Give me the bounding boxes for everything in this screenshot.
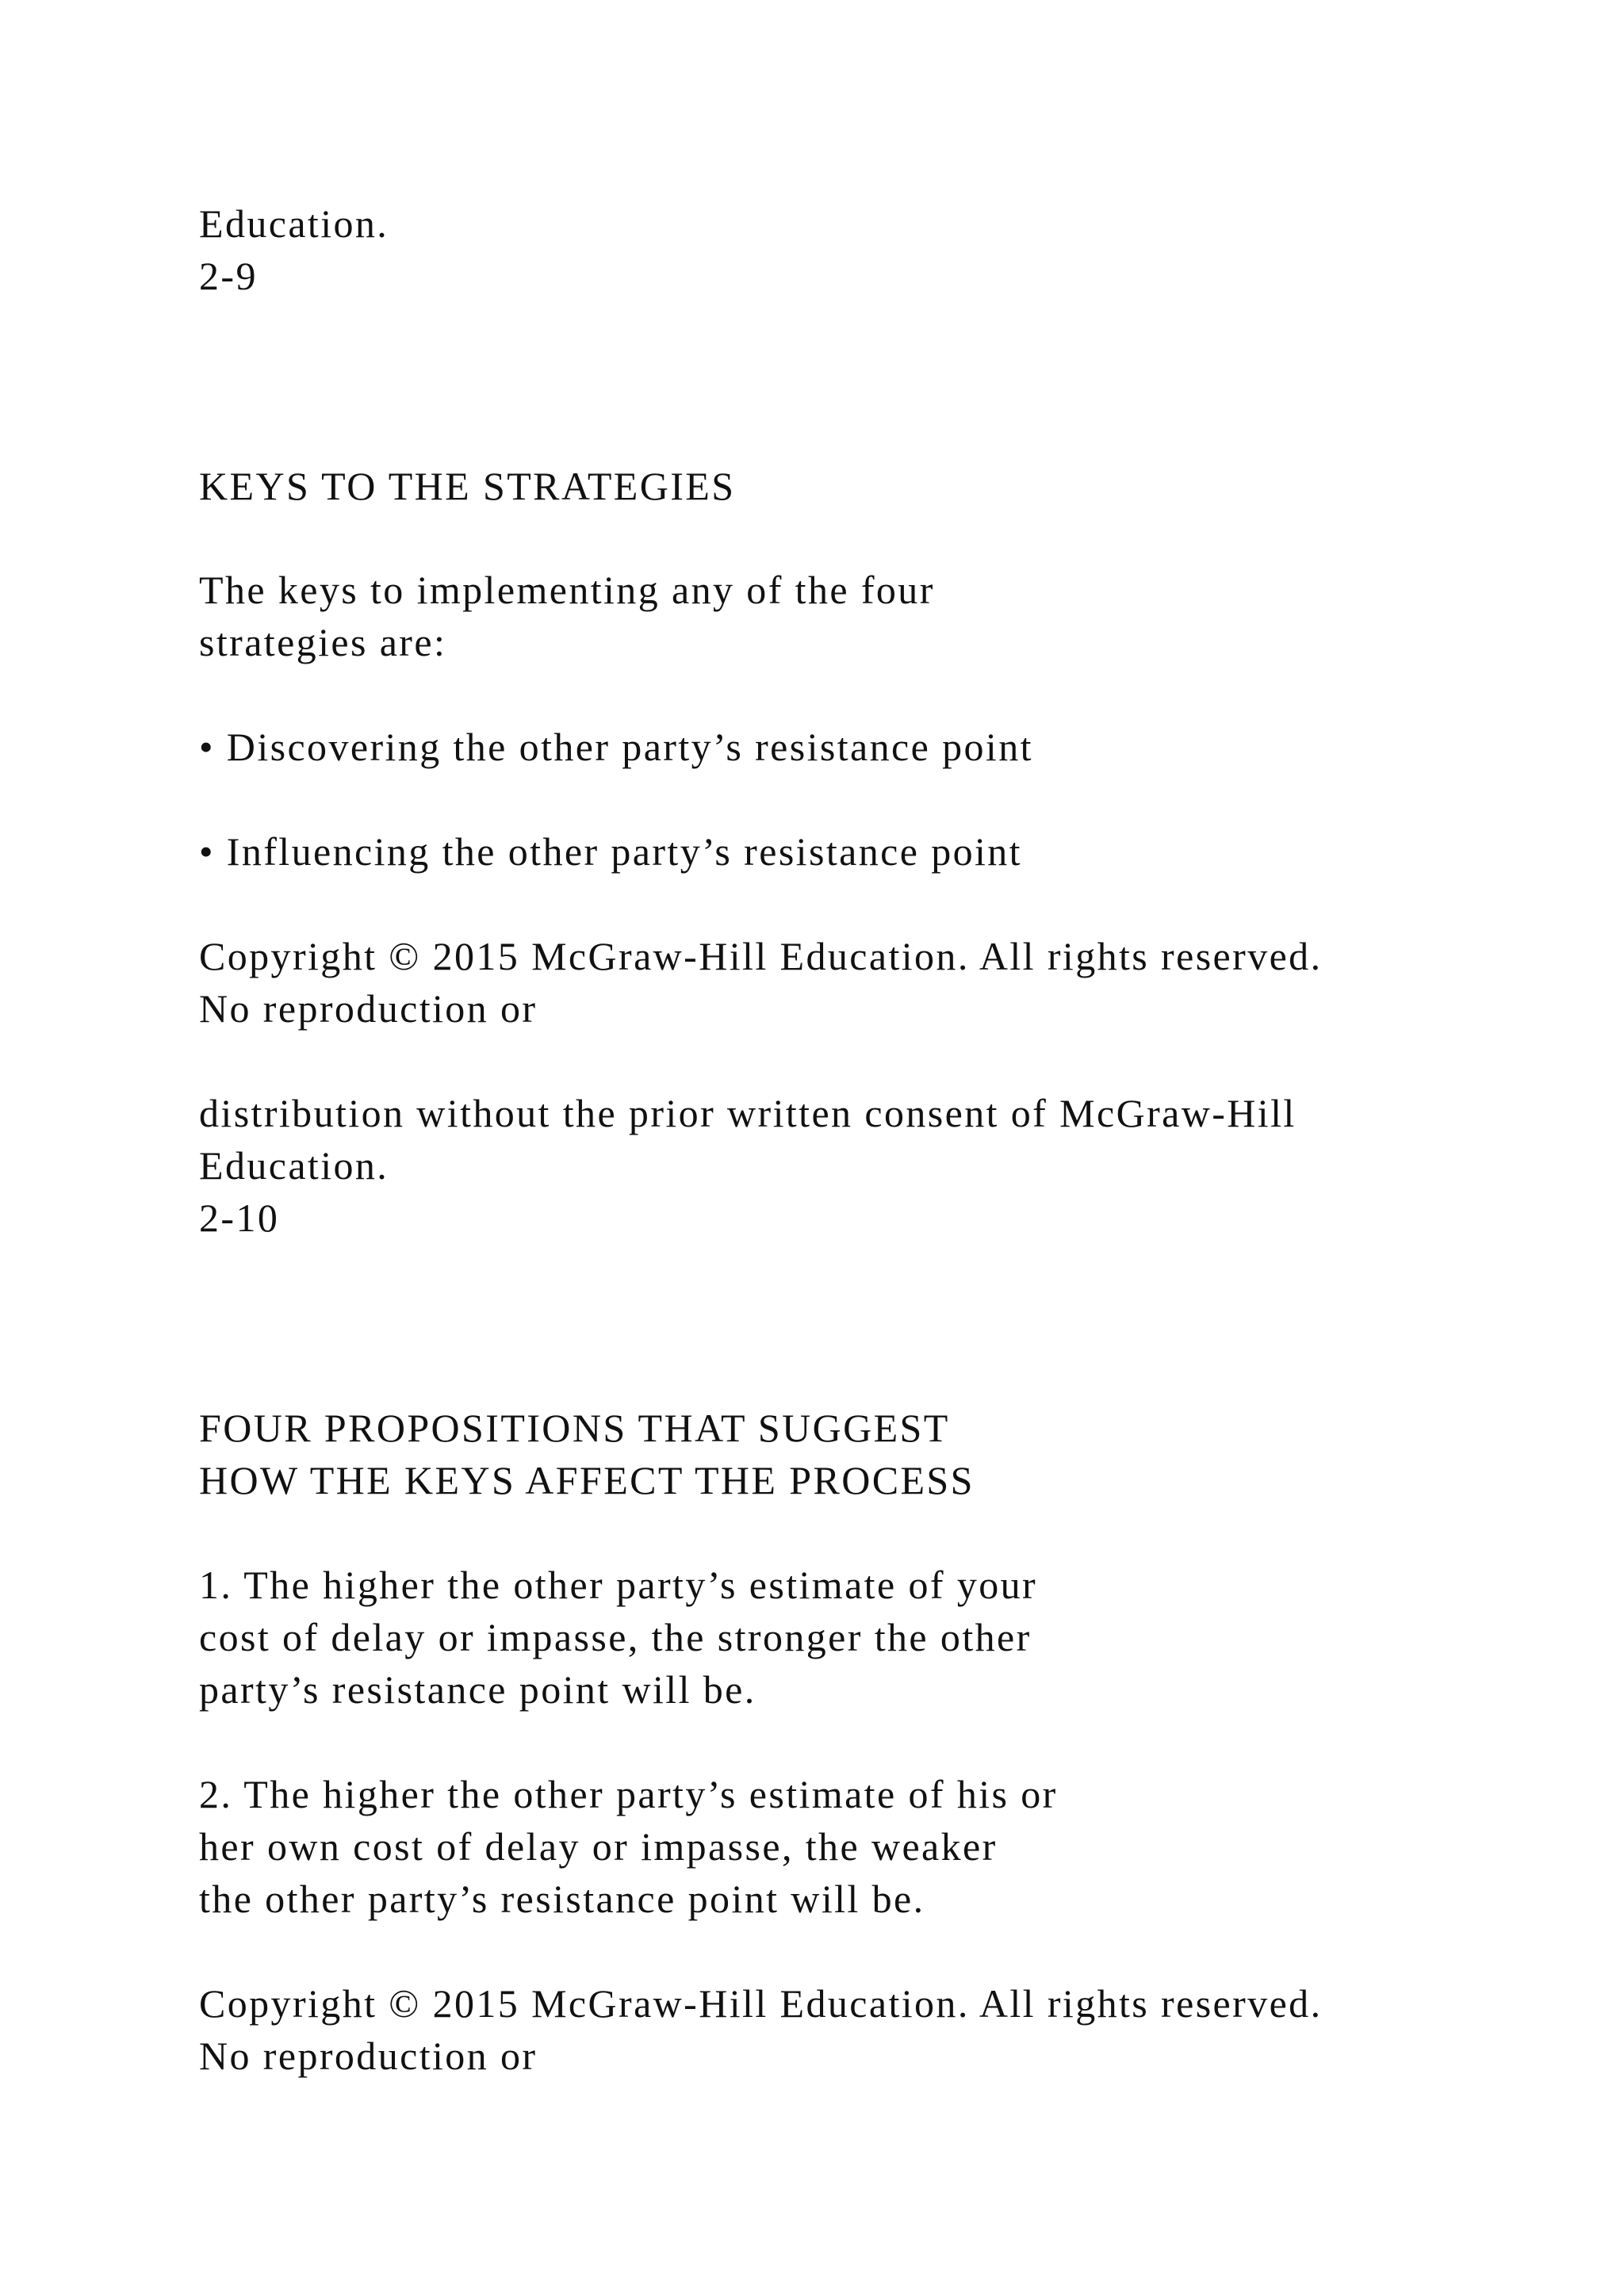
section-heading-propositions-1: FOUR PROPOSITIONS THAT SUGGEST (199, 1406, 950, 1450)
intro-line-2: strategies are: (199, 620, 447, 664)
page-number-2-9: 2-9 (199, 254, 258, 298)
section-heading-keys: KEYS TO THE STRATEGIES (199, 464, 736, 508)
intro-line-1: The keys to implementing any of the four (199, 568, 935, 612)
education-line: Education. (199, 201, 389, 246)
proposition-1-line-2: cost of delay or impasse, the stronger the other (199, 1615, 1032, 1659)
proposition-1-line-1: 1. The higher the other party’s estimate of your (199, 1563, 1038, 1607)
copyright-line-1: Copyright © 2015 McGraw-Hill Education. All rights reserved. (199, 934, 1323, 978)
proposition-1-line-3: party’s resistance point will be. (199, 1667, 756, 1712)
copyright-line-3: distribution without the prior written consent of McGraw-Hill (199, 1091, 1297, 1135)
section-heading-propositions-2: HOW THE KEYS AFFECT THE PROCESS (199, 1458, 975, 1502)
copyright-line-1-bottom: Copyright © 2015 McGraw-Hill Education. All rights reserved. (199, 1981, 1323, 2026)
bullet-discovering: • Discovering the other party’s resistance point (199, 725, 1033, 769)
bullet-influencing: • Influencing the other party’s resistance point (199, 829, 1022, 874)
proposition-2-line-3: the other party’s resistance point will be. (199, 1877, 925, 1921)
page-number-2-10: 2-10 (199, 1196, 280, 1240)
proposition-2-line-1: 2. The higher the other party’s estimate of his or (199, 1772, 1058, 1816)
proposition-2-line-2: her own cost of delay or impasse, the weaker (199, 1824, 998, 1869)
copyright-line-2-bottom: No reproduction or (199, 2034, 538, 2078)
copyright-line-4: Education. (199, 1143, 389, 1188)
copyright-line-2: No reproduction or (199, 986, 538, 1031)
